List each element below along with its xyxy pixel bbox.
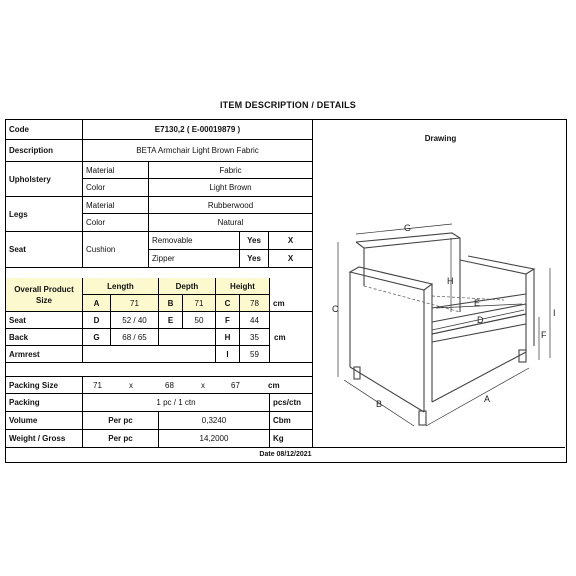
dim-C-value: 78 bbox=[240, 295, 270, 312]
packing-label: Packing bbox=[6, 394, 83, 412]
back-empty-cell bbox=[159, 329, 216, 346]
dim-I-label: I bbox=[216, 346, 240, 363]
back-dims-label: Back bbox=[6, 329, 83, 346]
drawing-letter-G: G bbox=[404, 223, 412, 233]
dim-H-label: H bbox=[216, 329, 240, 346]
legs-material-key: Material bbox=[83, 197, 149, 214]
packing-size-label: Packing Size bbox=[6, 376, 83, 394]
seat-label: Seat bbox=[6, 232, 83, 268]
seat-dims-label: Seat bbox=[6, 312, 83, 329]
description-label: Description bbox=[6, 140, 83, 162]
seat-removable-key: Removable bbox=[149, 232, 240, 250]
back-unit: cm bbox=[274, 333, 286, 342]
volume-label: Volume bbox=[6, 412, 83, 430]
dim-G-label: G bbox=[83, 329, 111, 346]
dim-H-value: 35 bbox=[240, 329, 270, 346]
upholstery-label: Upholstery bbox=[6, 162, 83, 197]
dim-I-value: 59 bbox=[240, 346, 270, 363]
drawing-letter-A: A bbox=[484, 394, 491, 404]
weight-per: Per pc bbox=[83, 430, 159, 448]
armrest-empty-cell bbox=[83, 346, 216, 363]
packing-height: 67 bbox=[231, 380, 240, 390]
packing-size-values bbox=[83, 376, 313, 394]
volume-value: 0,3240 bbox=[159, 412, 270, 430]
upholstery-color-value: Light Brown bbox=[149, 179, 313, 197]
drawing-letter-H: H bbox=[447, 276, 454, 286]
description-value: BETA Armchair Light Brown Fabric bbox=[83, 140, 313, 162]
depth-header: Depth bbox=[159, 278, 216, 295]
weight-label: Weight / Gross bbox=[6, 430, 83, 448]
legs-color-key: Color bbox=[83, 214, 149, 232]
dim-B-value: 71 bbox=[183, 295, 216, 312]
length-header: Length bbox=[83, 278, 159, 295]
legs-color-value: Natural bbox=[149, 214, 313, 232]
seat-removable-mark: X bbox=[269, 232, 313, 250]
seat-cushion: Cushion bbox=[83, 232, 149, 268]
dim-F-value: 44 bbox=[240, 312, 270, 329]
legs-label: Legs bbox=[6, 197, 83, 232]
packing-x1: x bbox=[129, 380, 133, 390]
overall-unit: cm bbox=[270, 295, 313, 312]
upholstery-material-key: Material bbox=[83, 162, 149, 179]
drawing-label: Drawing bbox=[424, 134, 457, 143]
dim-A-label: A bbox=[83, 295, 111, 312]
overall-size-label-line2: Size bbox=[35, 295, 52, 305]
dim-E-label: E bbox=[159, 312, 183, 329]
dim-G-value: 68 / 65 bbox=[111, 329, 159, 346]
code-label: Code bbox=[6, 120, 83, 140]
dim-B-label: B bbox=[159, 295, 183, 312]
dim-D-label: D bbox=[83, 312, 111, 329]
drawing-letter-D: D bbox=[477, 315, 484, 325]
height-header: Height bbox=[216, 278, 270, 295]
overall-size-label bbox=[6, 278, 83, 312]
armchair-drawing bbox=[314, 212, 562, 444]
date-footer: Date 08/12/2021 bbox=[259, 451, 312, 458]
code-value: E7130,2 ( E-00019879 ) bbox=[83, 120, 313, 140]
volume-unit: Cbm bbox=[270, 412, 313, 430]
packing-value: 1 pc / 1 ctn bbox=[83, 394, 270, 412]
dim-A-value: 71 bbox=[111, 295, 159, 312]
packing-unit: pcs/ctn bbox=[270, 394, 313, 412]
packing-size-unit: cm bbox=[268, 380, 280, 390]
seat-zipper-value: Yes bbox=[240, 250, 269, 268]
dim-E-value: 50 bbox=[183, 312, 216, 329]
drawing-letter-F: F bbox=[541, 330, 547, 340]
packing-x2: x bbox=[201, 380, 205, 390]
armrest-dims-label: Armrest bbox=[6, 346, 83, 363]
document-title: ITEM DESCRIPTION / DETAILS bbox=[219, 100, 357, 110]
drawing-letter-B: B bbox=[376, 399, 383, 409]
volume-per: Per pc bbox=[83, 412, 159, 430]
packing-width: 68 bbox=[165, 380, 174, 390]
weight-unit: Kg bbox=[270, 430, 313, 448]
weight-value: 14,2000 bbox=[159, 430, 270, 448]
seat-removable-value: Yes bbox=[240, 232, 269, 250]
upholstery-color-key: Color bbox=[83, 179, 149, 197]
seat-zipper-mark: X bbox=[269, 250, 313, 268]
legs-material-value: Rubberwood bbox=[149, 197, 313, 214]
dim-C-label: C bbox=[216, 295, 240, 312]
drawing-letter-E: E bbox=[474, 298, 481, 308]
upholstery-material-value: Fabric bbox=[149, 162, 313, 179]
drawing-letter-C: C bbox=[332, 304, 339, 314]
seat-zipper-key: Zipper bbox=[149, 250, 240, 268]
dim-D-value: 52 / 40 bbox=[111, 312, 159, 329]
item-details-table bbox=[5, 119, 567, 463]
packing-length: 71 bbox=[93, 380, 102, 390]
dim-F-label: F bbox=[216, 312, 240, 329]
drawing-letter-I: I bbox=[553, 308, 556, 318]
overall-size-label-line1: Overall Product bbox=[14, 284, 74, 294]
